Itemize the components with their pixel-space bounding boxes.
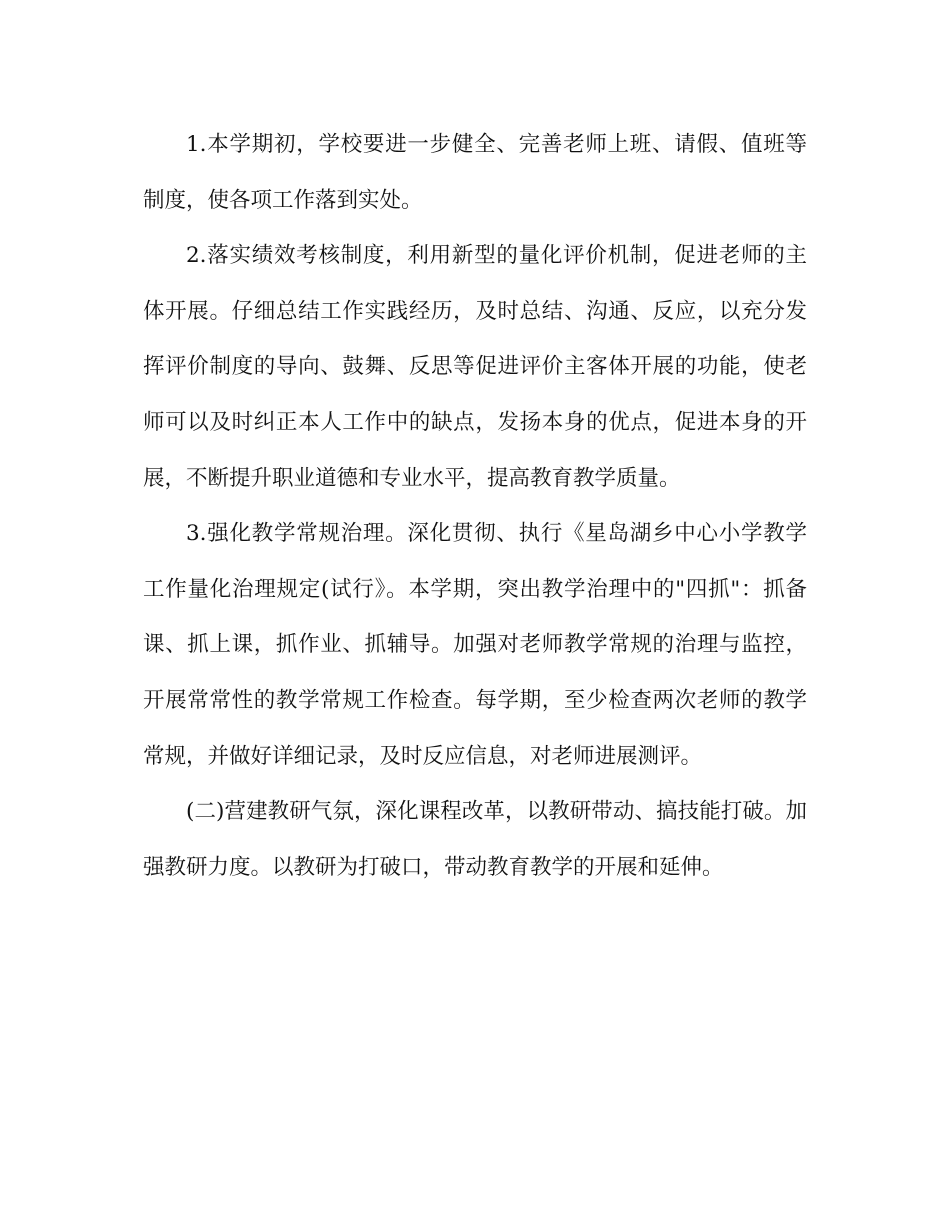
document-body [143,117,807,895]
paragraph-4: (二)营建教研气氛，深化课程改革，以教研带动、搞技能打破。加强教研力度。以教研为打破口，带动教育教学的开展和延伸。 [143,799,807,880]
paragraph-3: 3.强化教学常规治理。深化贯彻、执行《星岛湖乡中心小学教学工作量化治理规定(试行》。本学期，突出教学治理中的"四抓"：抓备课、抓上课，抓作业、抓辅导。加强对老师教学常规的治理与监控，开展常常性的教学常规工作检查。每学期，至少检查两次老师的教学常规，并做好详细记录，及时反应信息，对老师进展测评。 [143,521,807,769]
paragraph-2: 2.落实绩效考核制度，利用新型的量化评价机制，促进老师的主体开展。仔细总结工作实践经历，及时总结、沟通、反应，以充分发挥评价制度的导向、鼓舞、反思等促进评价主客体开展的功能，使老师可以及时纠正本人工作中的缺点，发扬本身的优点，促进本身的开展，不断提升职业道德和专业水平，提高教育教学质量。 [143,243,807,491]
paragraph-1: 1.本学期初，学校要进一步健全、完善老师上班、请假、值班等制度，使各项工作落到实处。 [143,132,807,213]
